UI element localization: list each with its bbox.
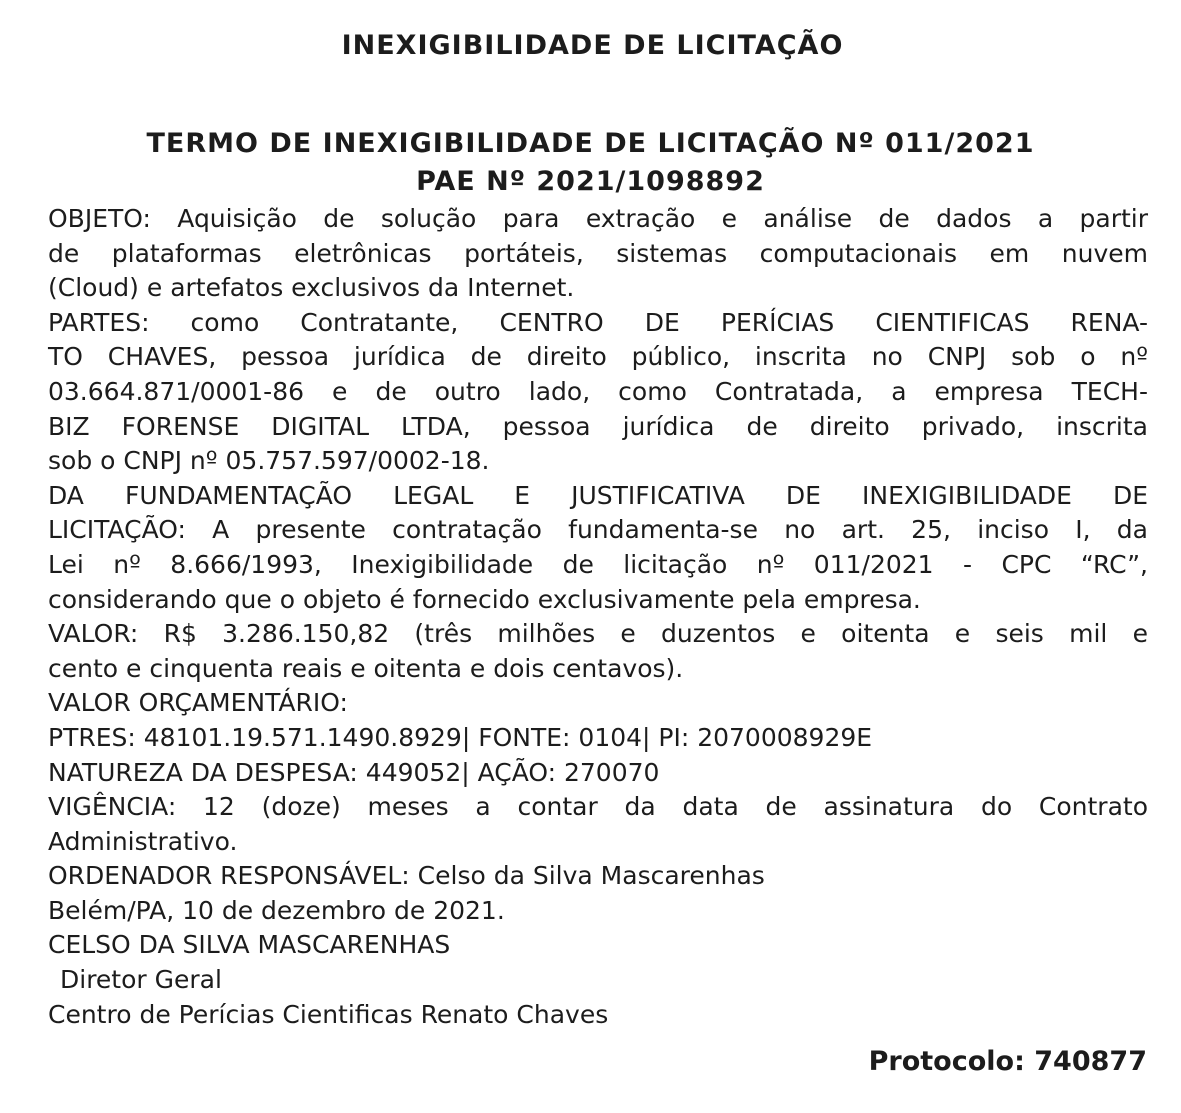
vigencia-line-2: Administrativo. — [48, 826, 238, 856]
valor-line-1: VALOR: R$ 3.286.150,82 (três milhões e duzentos e oitenta e seis mil e — [48, 619, 1148, 649]
section-header: INEXIGIBILIDADE DE LICITAÇÃO — [341, 30, 844, 61]
ordenador-line: ORDENADOR RESPONSÁVEL: Celso da Silva Mascarenhas — [48, 861, 765, 891]
partes-line-1: PARTES: como Contratante, CENTRO DE PERÍCIAS CIENTIFICAS RENA- — [48, 307, 1148, 337]
signatory-title: Diretor Geral — [60, 965, 222, 995]
protocol-number: Protocolo: 740877 — [868, 1046, 1147, 1077]
pae-number: PAE Nº 2021/1098892 — [416, 166, 765, 197]
signatory-name: CELSO DA SILVA MASCARENHAS — [48, 930, 451, 960]
signatory-institution: Centro de Perícias Cientificas Renato Chaves — [48, 999, 609, 1029]
fundamentacao-line-2: LICITAÇÃO: A presente contratação fundamenta-se no art. 25, inciso I, da — [48, 515, 1148, 545]
natureza-despesa-line: NATUREZA DA DESPESA: 449052| AÇÃO: 270070 — [48, 757, 660, 787]
place-date-line: Belém/PA, 10 de dezembro de 2021. — [48, 895, 505, 925]
objeto-line-1: OBJETO: Aquisição de solução para extração e análise de dados a partir — [48, 204, 1148, 233]
fundamentacao-line-1: DA FUNDAMENTAÇÃO LEGAL E JUSTIFICATIVA DE INEXIGIBILIDADE DE — [48, 480, 1148, 510]
vigencia-line-1: VIGÊNCIA: 12 (doze) meses a contar da data de assinatura do Contrato — [48, 792, 1148, 822]
valor-line-2: cento e cinquenta reais e oitenta e dois centavos). — [48, 653, 684, 683]
partes-line-2: TO CHAVES, pessoa jurídica de direito público, inscrita no CNPJ sob o nº — [48, 342, 1148, 372]
objeto-line-2: de plataformas eletrônicas portáteis, sistemas computacionais em nuvem — [48, 238, 1148, 268]
ptres-line: PTRES: 48101.19.571.1490.8929| FONTE: 0104| PI: 2070008929E — [48, 722, 873, 752]
partes-line-5: sob o CNPJ nº 05.757.597/0002-18. — [48, 446, 490, 476]
fundamentacao-line-4: considerando que o objeto é fornecido exclusivamente pela empresa. — [48, 584, 921, 614]
fundamentacao-line-3: Lei nº 8.666/1993, Inexigibilidade de licitação nº 011/2021 - CPC “RC”, — [48, 549, 1148, 579]
partes-line-4: BIZ FORENSE DIGITAL LTDA, pessoa jurídica de direito privado, inscrita — [48, 411, 1148, 441]
term-title: TERMO DE INEXIGIBILIDADE DE LICITAÇÃO Nº 011/2021 — [146, 128, 1035, 159]
document-body — [48, 202, 1148, 1032]
objeto-line-3: (Cloud) e artefatos exclusivos da Internet. — [48, 273, 575, 303]
partes-line-3: 03.664.871/0001-86 e de outro lado, como Contratada, a empresa TECH- — [48, 376, 1148, 406]
valor-orcamentario-label: VALOR ORÇAMENTÁRIO: — [48, 688, 348, 718]
